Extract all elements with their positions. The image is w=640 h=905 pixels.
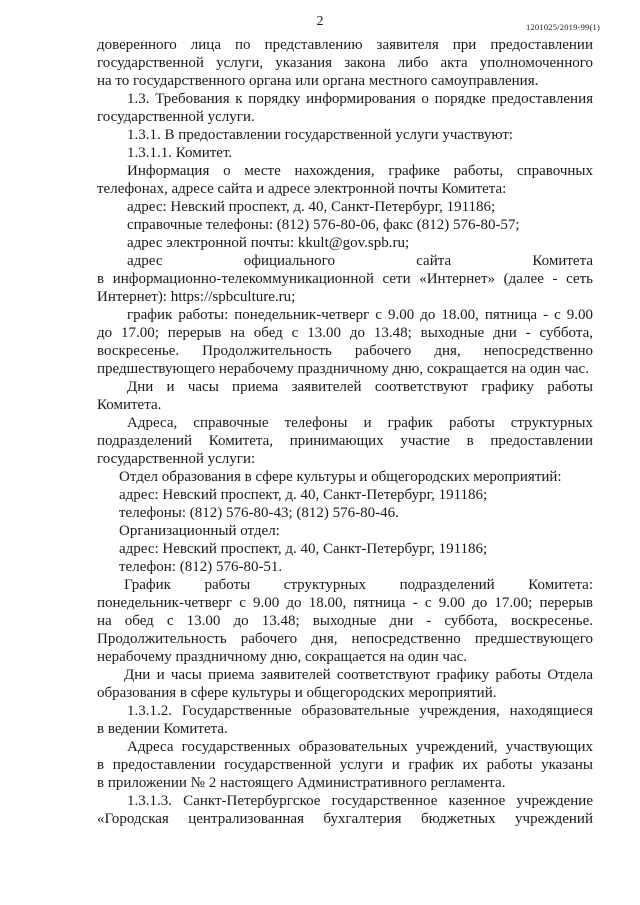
text-line: Дни и часы приема заявителей соответствуют графику работы Комитета. [97,379,593,413]
text-line: Адреса, справочные телефоны и график работы структурных [127,415,593,431]
text-line: 1.3. Требования к порядку информирования о порядке предоставления [127,91,593,107]
text-line: Продолжительность рабочего дня, непосредственно предшествующего [97,631,593,647]
text-line: 1.3.1.2. Государственные образовательные учреждения, находящиеся [127,703,593,719]
text-line: понедельник-четверг с 9.00 до 18.00, пятница - с 9.00 до 17.00; перерыв [97,595,593,611]
text-line: адрес официального сайта Комитета [127,253,593,269]
text-line: доверенного лица по представлению заявителя при предоставлении [97,37,593,53]
text-line: телефонах, адресе сайта и адресе электронной почты Комитета: [97,181,507,197]
text-line: до 17.00; перерыв на обед с 13.00 до 13.48; выходные дни - суббота, [97,325,593,341]
text-line: в приложении № 2 настоящего Административного регламента. [97,775,506,791]
text-line: адрес электронной почты: kkult@gov.spb.ru; [127,235,410,251]
text-line: справочные телефоны: (812) 576-80-06, факс (812) 576-80-57; [127,217,520,233]
text-line: адрес: Невский проспект, д. 40, Санкт-Петербург, 191186; [127,199,496,215]
text-line: на то государственного органа или органа местного самоуправления. [97,73,539,89]
text-line: в предоставлении государственной услуги и график их работы указаны [97,757,593,773]
text-line: Информация о месте нахождения, графике работы, справочных [127,163,593,179]
page-number: 2 [316,14,324,29]
text-line: График работы структурных подразделений Комитета: [124,577,593,593]
text-line: адрес: Невский проспект, д. 40, Санкт-Петербург, 191186; [119,487,488,503]
text-line: график работы: понедельник-четверг с 9.00 до 18.00, пятница - с 9.00 [127,307,593,323]
text-line: Интернет): https://spbculture.ru; [97,289,296,305]
text-line: Дни и часы приема заявителей соответствуют графику работы Отдела [124,667,593,683]
text-line: государственной услуги. [97,109,255,125]
text-line: на обед с 13.00 до 13.48; выходные дни - суббота, воскресенье. [97,613,593,629]
text-line: в ведении Комитета. [97,721,228,737]
text-line: Организационный отдел: [119,523,280,539]
text-line: государственной услуги, указания закона либо акта уполномоченного [97,55,593,71]
text-line: государственной услуги: [97,451,256,467]
text-line: телефоны: (812) 576-80-43; (812) 576-80-46. [119,505,399,521]
text-line: образования в сфере культуры и общегородских мероприятий. [97,685,497,701]
text-line: Адреса государственных образовательных учреждений, участвующих [127,739,593,755]
text-line: Отдел образования в сфере культуры и общегородских мероприятий: [119,469,562,485]
text-line: предшествующего нерабочему праздничному дню, сокращается на один час. [97,361,589,377]
text-line: нерабочему праздничному дню, сокращается на один час. [97,649,468,665]
text-line: адрес: Невский проспект, д. 40, Санкт-Петербург, 191186; [119,541,488,557]
text-line: «Городская централизованная бухгалтерия бюджетных учреждений [97,811,593,827]
document-body [97,36,593,828]
text-line: подразделений Комитета, принимающих участие в предоставлении [97,433,593,449]
text-line: 1.3.1.3. Санкт-Петербургское государственное казенное учреждение [127,793,593,809]
text-line: воскресенье. Продолжительность рабочего дня, непосредственно [97,343,593,359]
text-line: 1.3.1. В предоставлении государственной услуги участвуют: [127,127,514,143]
text-line: 1.3.1.1. Комитет. [127,145,233,161]
document-code: 1201025/2019-99(1) [526,22,600,32]
text-line: в информационно-телекоммуникационной сети «Интернет» (далее - сеть [97,271,593,287]
text-line: телефон: (812) 576-80-51. [119,559,283,575]
